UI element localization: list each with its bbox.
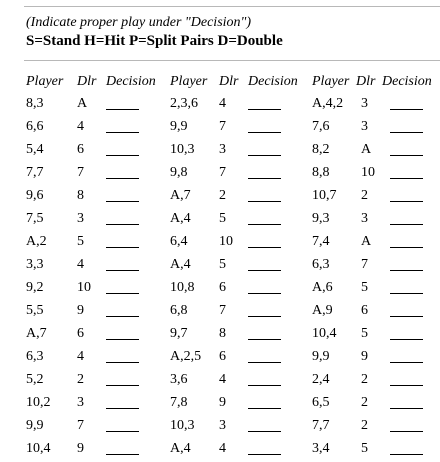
table-row [0,253,440,277]
dealer-card: 2 [361,372,368,387]
decision-blank[interactable] [390,431,423,432]
dealer-card: 2 [219,188,226,203]
decision-blank[interactable] [106,431,139,432]
header-decision-2: Decision [248,74,298,89]
decision-blank[interactable] [106,109,139,110]
player-hand: A,2,5 [170,349,202,364]
decision-blank[interactable] [390,247,423,248]
decision-blank[interactable] [248,408,281,409]
decision-blank[interactable] [106,155,139,156]
player-hand: A,4 [170,211,191,226]
header-player-1: Player [26,74,64,89]
decision-blank[interactable] [248,155,281,156]
dealer-card: 5 [361,326,368,341]
dealer-card: 10 [361,165,375,180]
dealer-card: 7 [219,303,226,318]
player-hand: 9,3 [312,211,330,226]
dealer-card: 6 [361,303,368,318]
player-hand: 9,6 [26,188,44,203]
player-hand: 10,7 [312,188,337,203]
decision-blank[interactable] [106,178,139,179]
dealer-card: 5 [219,211,226,226]
player-hand: 10,4 [312,326,337,341]
decision-blank[interactable] [390,339,423,340]
dealer-card: 7 [219,119,226,134]
dealer-card: 2 [361,418,368,433]
player-hand: 5,5 [26,303,44,318]
decision-blank[interactable] [248,362,281,363]
decision-blank[interactable] [248,270,281,271]
dealer-card: 3 [77,211,84,226]
player-hand: 2,3,6 [170,96,198,111]
player-hand: 7,6 [312,119,330,134]
decision-blank[interactable] [106,132,139,133]
player-hand: 2,4 [312,372,330,387]
dealer-card: 3 [361,96,368,111]
decision-blank[interactable] [390,270,423,271]
player-hand: A,4,2 [312,96,344,111]
player-hand: A,2 [26,234,47,249]
player-hand: 7,7 [26,165,44,180]
top-rule [24,6,440,7]
decision-blank[interactable] [248,339,281,340]
decision-blank[interactable] [248,224,281,225]
player-hand: 6,3 [26,349,44,364]
decision-blank[interactable] [106,293,139,294]
dealer-card: 2 [361,395,368,410]
player-hand: A,7 [26,326,47,341]
dealer-card: 3 [77,395,84,410]
player-hand: 5,4 [26,142,44,157]
header-decision-3: Decision [382,74,432,89]
dealer-card: 3 [219,418,226,433]
player-hand: 8,3 [26,96,44,111]
dealer-card: 6 [219,349,226,364]
player-hand: 10,2 [26,395,51,410]
player-hand: 3,4 [312,441,330,456]
table-row [0,161,440,185]
dealer-card: 8 [219,326,226,341]
decision-blank[interactable] [106,454,139,455]
dealer-card: 3 [361,119,368,134]
player-hand: 6,8 [170,303,188,318]
table-row [0,138,440,162]
player-hand: 10,3 [170,418,195,433]
player-hand: 9,2 [26,280,44,295]
dealer-card: A [77,96,88,111]
decision-blank[interactable] [248,431,281,432]
decision-blank[interactable] [390,293,423,294]
decision-blank[interactable] [106,339,139,340]
decision-blank[interactable] [106,408,139,409]
decision-blank[interactable] [106,224,139,225]
player-hand: 3,3 [26,257,44,272]
table-row [0,345,440,369]
decision-blank[interactable] [390,109,423,110]
player-hand: 9,9 [26,418,44,433]
player-hand: 10,3 [170,142,195,157]
dealer-card: 9 [361,349,368,364]
decision-blank[interactable] [106,385,139,386]
decision-blank[interactable] [248,385,281,386]
decision-blank[interactable] [248,109,281,110]
dealer-card: 4 [77,119,84,134]
player-hand: A,4 [170,441,191,456]
decision-blank[interactable] [390,178,423,179]
dealer-card: 10 [219,234,233,249]
player-hand: 6,6 [26,119,44,134]
dealer-card: 7 [219,165,226,180]
player-hand: A,4 [170,257,191,272]
table-row [0,391,440,415]
dealer-card: 6 [77,142,84,157]
table-row [0,437,440,461]
header-dealer-3: Dlr [356,74,376,89]
dealer-card: 6 [219,280,226,295]
dealer-card: 5 [361,280,368,295]
decision-blank[interactable] [106,201,139,202]
dealer-card: 2 [77,372,84,387]
section-rule [24,60,440,61]
legend-text: S=Stand H=Hit P=Split Pairs D=Double [26,33,283,49]
header-player-3: Player [312,74,350,89]
dealer-card: 4 [219,441,226,456]
column-header-row [0,70,440,94]
dealer-card: 9 [77,303,84,318]
dealer-card: 6 [77,326,84,341]
header-decision-1: Decision [106,74,156,89]
dealer-card: A [361,142,372,157]
player-hand: 7,5 [26,211,44,226]
dealer-card: 7 [77,165,84,180]
dealer-card: 4 [219,372,226,387]
dealer-card: 2 [361,188,368,203]
dealer-card: 5 [77,234,84,249]
decision-blank[interactable] [248,316,281,317]
dealer-card: 4 [77,349,84,364]
dealer-card: 5 [219,257,226,272]
decision-blank[interactable] [390,385,423,386]
table-row [0,299,440,323]
decision-blank[interactable] [106,247,139,248]
decision-blank[interactable] [106,316,139,317]
decision-blank[interactable] [248,293,281,294]
dealer-card: A [361,234,372,249]
dealer-card: 3 [219,142,226,157]
instruction-text: (Indicate proper play under "Decision") [26,15,252,30]
player-hand: 9,8 [170,165,188,180]
player-hand: 9,9 [170,119,188,134]
player-hand: 10,8 [170,280,195,295]
decision-blank[interactable] [248,178,281,179]
table-row [0,322,440,346]
decision-blank[interactable] [248,454,281,455]
table-row [0,115,440,139]
decision-blank[interactable] [248,201,281,202]
player-hand: 6,3 [312,257,330,272]
player-hand: 7,4 [312,234,330,249]
decision-blank[interactable] [390,132,423,133]
dealer-card: 4 [219,96,226,111]
dealer-card: 8 [77,188,84,203]
player-hand: 5,2 [26,372,44,387]
table-row [0,184,440,208]
player-hand: 8,8 [312,165,330,180]
dealer-card: 7 [77,418,84,433]
decision-blank[interactable] [390,362,423,363]
player-hand: 10,4 [26,441,51,456]
dealer-card: 10 [77,280,91,295]
decision-blank[interactable] [248,132,281,133]
dealer-card: 9 [219,395,226,410]
decision-blank[interactable] [390,201,423,202]
header-dealer-2: Dlr [219,74,239,89]
decision-blank[interactable] [390,224,423,225]
decision-blank[interactable] [248,247,281,248]
player-hand: 9,9 [312,349,330,364]
decision-blank[interactable] [390,316,423,317]
player-hand: 3,6 [170,372,188,387]
player-hand: A,6 [312,280,333,295]
decision-blank[interactable] [390,408,423,409]
decision-blank[interactable] [106,362,139,363]
header-player-2: Player [170,74,208,89]
table-row [0,207,440,231]
dealer-card: 7 [361,257,368,272]
header-dealer-1: Dlr [77,74,97,89]
dealer-card: 3 [361,211,368,226]
table-row [0,414,440,438]
dealer-card: 9 [77,441,84,456]
table-row [0,92,440,116]
player-hand: 6,4 [170,234,188,249]
decision-blank[interactable] [390,155,423,156]
player-hand: 7,7 [312,418,330,433]
player-hand: 8,2 [312,142,330,157]
player-hand: 7,8 [170,395,188,410]
table-row [0,368,440,392]
table-row [0,230,440,254]
table-row [0,276,440,300]
player-hand: A,9 [312,303,333,318]
player-hand: 6,5 [312,395,330,410]
decision-blank[interactable] [106,270,139,271]
dealer-card: 4 [77,257,84,272]
player-hand: 9,7 [170,326,188,341]
player-hand: A,7 [170,188,191,203]
dealer-card: 5 [361,441,368,456]
decision-blank[interactable] [390,454,423,455]
